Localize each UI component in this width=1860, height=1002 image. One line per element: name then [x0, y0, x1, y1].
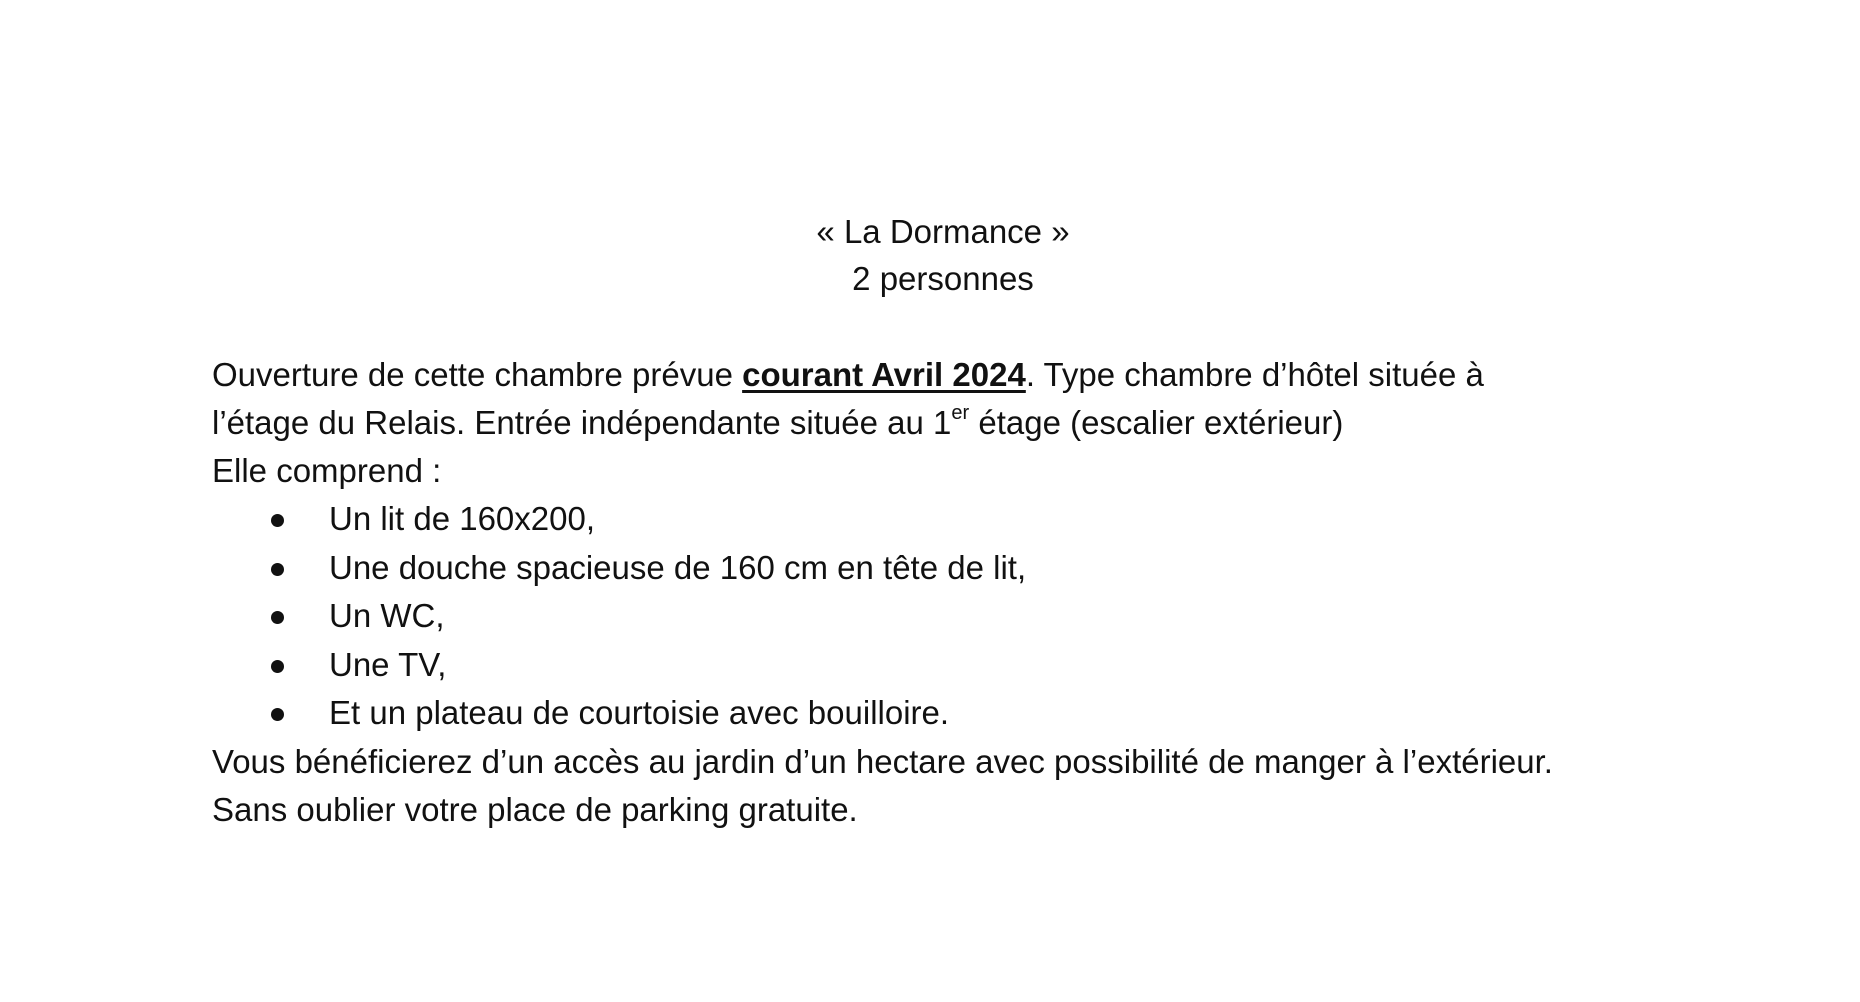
- intro-line2-start: l’étage du Relais. Entrée indépendante située au 1: [212, 404, 952, 441]
- features-list: [212, 495, 1712, 738]
- garden-text: Vous bénéficierez d’un accès au jardin d’un hectare avec possibilité de manger à l’extérieur.: [212, 742, 1553, 780]
- ordinal-superscript: er: [951, 402, 970, 424]
- list-item: [212, 689, 1712, 738]
- bullet-icon: [271, 514, 284, 527]
- intro-line-1: [212, 351, 1712, 399]
- feature-text: Une douche spacieuse de 160 cm en tête de lit,: [329, 548, 1027, 586]
- intro-prefix: Ouverture de cette chambre prévue: [212, 356, 743, 393]
- opening-date: courant Avril 2024: [742, 356, 1026, 393]
- room-capacity: 2 personnes: [852, 260, 1034, 297]
- feature-text: Et un plateau de courtoisie avec bouilloire.: [329, 694, 950, 731]
- list-item: [212, 641, 1712, 690]
- intro-line2-end: étage (escalier extérieur): [969, 404, 1344, 441]
- intro-suffix: . Type chambre d’hôtel située à: [1025, 356, 1484, 393]
- room-title: « La Dormance »: [816, 213, 1070, 250]
- list-item: [212, 495, 1712, 544]
- list-item: [212, 544, 1712, 593]
- title-block: [0, 208, 1860, 302]
- feature-text: Une TV,: [329, 645, 447, 683]
- feature-text: Un lit de 160x200,: [329, 500, 596, 537]
- intro-line-2: [212, 399, 1712, 447]
- list-item: [212, 592, 1712, 641]
- bullet-icon: [271, 611, 284, 624]
- bullet-icon: [271, 563, 284, 576]
- description-body: [212, 351, 1712, 834]
- bullet-icon: [271, 660, 284, 673]
- includes-label: Elle comprend :: [212, 452, 442, 489]
- parking-text: Sans oublier votre place de parking gratuite.: [212, 790, 858, 828]
- bullet-icon: [271, 708, 284, 721]
- feature-text: Un WC,: [329, 597, 445, 634]
